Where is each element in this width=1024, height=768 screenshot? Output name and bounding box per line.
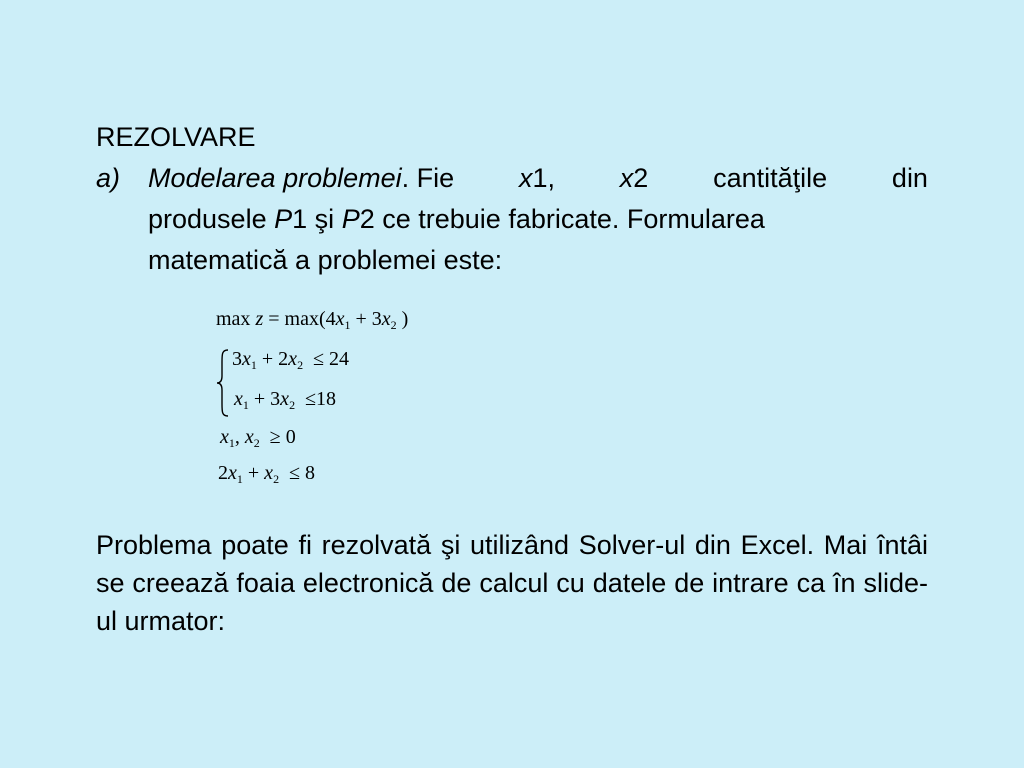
word-si: şi [314,204,335,234]
math-x: x [220,426,229,448]
math-rhs: 0 [285,426,296,448]
math-coef: 4 [325,308,336,330]
var-x1-letter: x [518,163,533,193]
math-constraint-2 [234,388,336,413]
section-a-title-group [148,158,454,199]
math-plus: + [261,348,274,370]
math-coef: 3 [371,308,382,330]
var-x1 [519,158,555,199]
section-a-fie: . Fie [401,163,455,193]
math-x: x [244,426,254,448]
var-x2-letter: x [619,163,634,193]
math-leq: ≤ [289,462,301,484]
math-x: x [264,462,274,484]
math-sub: 1 [250,358,257,372]
math-x: x [234,388,243,410]
math-comma: , [234,426,240,448]
word-din: din [891,163,928,193]
math-objective [216,308,408,333]
math-max-open: max( [284,308,326,330]
math-sub: 2 [289,398,296,412]
math-x: x [280,388,290,410]
var-x1-index: 1, [532,163,555,193]
math-x: x [381,308,391,330]
section-a-line-2-rest: ce trebuie fabricate. Formularea [382,204,765,234]
math-coef: 3 [270,388,281,410]
math-max: max [216,308,251,330]
math-x: x [242,348,251,370]
math-sub: 2 [273,472,280,486]
math-leq: ≤ [305,388,317,410]
math-sub: 1 [228,436,235,450]
math-x: x [228,462,237,484]
section-a [96,158,928,281]
math-rhs: 8 [305,462,316,484]
math-coef: 3 [232,348,242,370]
brace-icon [216,348,230,418]
math-leq: ≤ [313,348,325,370]
math-rhs: 18 [316,388,337,410]
paragraph-solver: Problema poate fi rezolvată şi utilizând Solver-ul din Excel. Mai întâi se creează foaia electronică de calcul cu datele de intrare ca în slide-ul urmator: [96,530,928,636]
math-coef: 2 [278,348,289,370]
math-constraint-1 [232,348,349,373]
section-a-title: Modelarea problemei [148,163,402,193]
var-x2 [620,158,649,199]
math-eq: = [268,308,280,330]
math-sub: 2 [297,358,304,372]
section-a-body [148,158,928,281]
math-x: x [288,348,298,370]
math-sub: 2 [390,318,397,332]
math-plus: + [355,308,367,330]
var-x2-index: 2 [633,163,649,193]
math-coef: 2 [218,462,228,484]
section-a-line-1 [148,158,928,199]
product-p1-letter: P [274,204,293,234]
product-p2-letter: P [341,204,360,234]
math-close: ) [401,308,409,330]
math-plus: + [247,462,260,484]
section-a-line-3: matematică a problemei este: [148,245,503,275]
slide-heading: REZOLVARE [96,122,256,152]
math-sub: 1 [236,472,243,486]
product-p2-index: 2 [359,204,375,234]
math-geq: ≥ [269,426,281,448]
word-produsele: produsele [148,204,267,234]
section-a-line-2 [148,199,928,240]
math-sub: 1 [344,318,351,332]
math-rhs: 24 [329,348,350,370]
math-nonnegativity [220,426,296,451]
section-a-marker: a) [96,163,121,193]
math-z: z [255,308,264,330]
word-cantitatile: cantităţile [713,163,828,193]
math-sub: 1 [242,398,249,412]
math-x: x [335,308,345,330]
product-p1-index: 1 [292,204,308,234]
math-plus: + [253,388,266,410]
math-sub: 2 [253,436,260,450]
math-extra-constraint [218,462,315,487]
